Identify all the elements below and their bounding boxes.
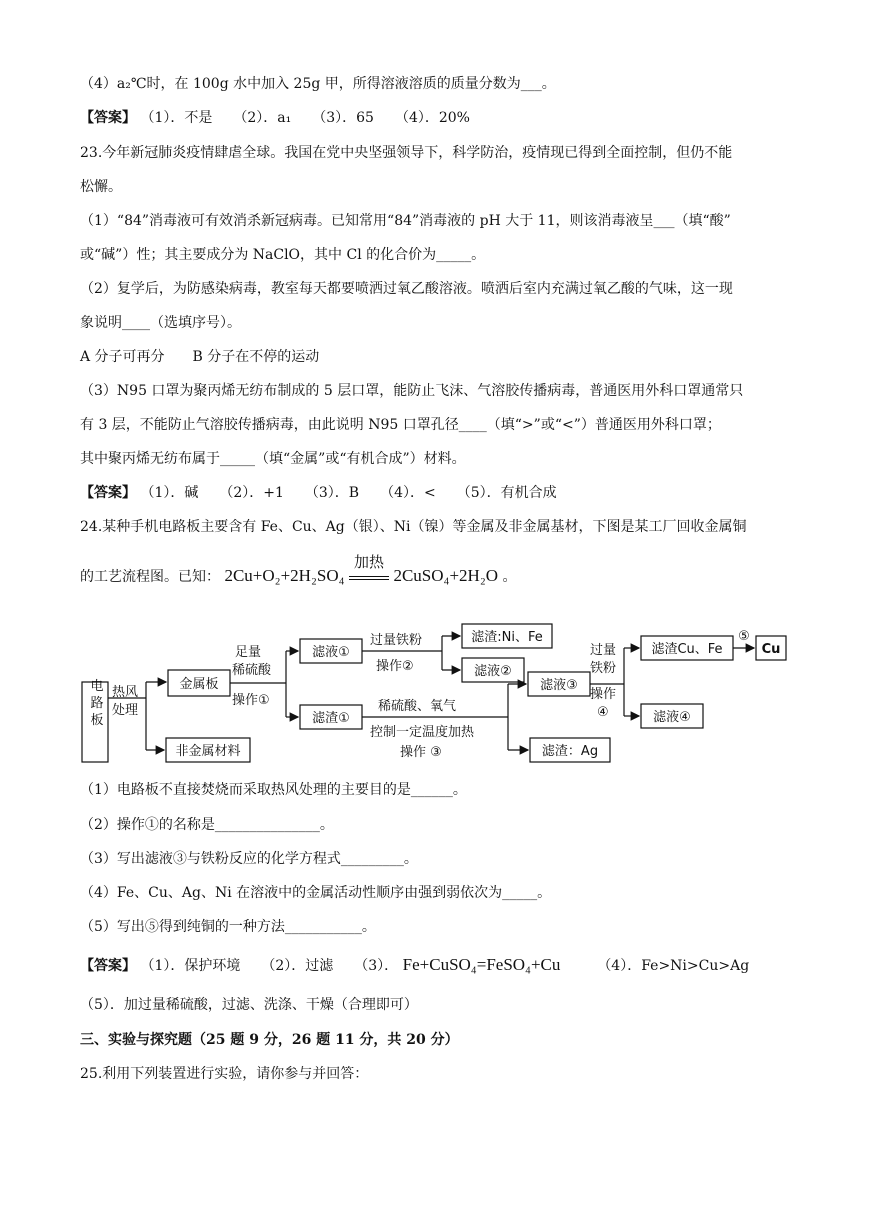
flow-acid-1: 足量 [235, 645, 262, 660]
answer-label: 【答案】 [80, 485, 136, 501]
q22-part4: （4）a₂℃时，在 100g 水中加入 25g 甲，所得溶液溶质的质量分数为___。 [80, 76, 556, 92]
answer-formula: Fe+CuSO₄=FeSO₄+Cu [402, 955, 561, 974]
q25-stem: 25.利用下列装置进行实验，请你参与并回答： [80, 1066, 369, 1082]
flow-chart [80, 618, 800, 773]
flow-hot-air-2: 处理 [112, 703, 139, 718]
q23-stem-line2: 松懈。 [80, 179, 122, 195]
flow-residue-ni-fe: 滤渣:Ni、Fe [471, 630, 543, 645]
flow-metal-plate: 金属板 [179, 677, 219, 692]
flow-iron2-4: ④ [597, 705, 609, 720]
flow-filtrate3: 滤液③ [540, 678, 578, 693]
flow-residue-cu-fe: 滤渣Cu、Fe [651, 642, 723, 657]
q23-options: A 分子可再分 B 分子在不停的运动 [80, 349, 320, 365]
q23-part1-line2: 或“碱”）性；其主要成分为 NaClO，其中 Cl 的化合价为_____。 [80, 247, 486, 263]
flow-residue-ag: 滤渣：Ag [541, 744, 599, 759]
flow-residue1: 滤渣① [312, 711, 350, 726]
answer-text-b: （4）．Fe>Ni>Cu>Ag [597, 958, 750, 974]
answer-text: （1）．不是 （2）．a₁ （3）．65 （4）．20% [140, 110, 470, 126]
flow-nonmetal: 非金属材料 [175, 744, 241, 759]
q23-answer [80, 483, 557, 503]
q24-stem-line2 [80, 553, 517, 587]
flow-acid-2: 稀硫酸 [232, 663, 272, 678]
condition-heat: 加热 [353, 553, 384, 571]
q22-answer [80, 108, 470, 128]
flow-oxy-2: 控制一定温度加热 [370, 725, 475, 740]
q23-part3-line1: （3）N95 口罩为聚丙烯无纺布制成的 5 层口罩，能防止飞沫、气溶胶传播病毒，普通医用外科口罩通常只 [80, 383, 744, 399]
q23-part1-line1: （1）“84”消毒液可有效消杀新冠病毒。已知常用“84”消毒液的 pH 大于 11，则该消毒液呈___（填“酸” [80, 213, 731, 229]
flow-acid-3: 操作① [232, 693, 270, 708]
q24-answer [80, 955, 749, 976]
flow-iron2-3: 操作 [590, 687, 617, 702]
equation-condition [349, 553, 389, 580]
flow-iron1-2: 操作② [376, 659, 414, 674]
equation-equals [349, 576, 389, 580]
q23-part2-line1: （2）复学后，为防感染病毒，教室每天都要喷洒过氧乙酸溶液。喷洒后室内充满过氧乙酸的气味，这一现 [80, 281, 733, 297]
flow-board-1: 电路板 [87, 678, 103, 730]
equation-right: 2CuSO₄+2H₂O [393, 566, 499, 585]
q23-part3-line2: 有 3 层，不能防止气溶胶传播病毒，由此说明 N95 口罩孔径____（填“>”或“<”）普通医用外科口罩； [80, 417, 721, 433]
flow-oxy-3: 操作 ③ [400, 745, 442, 760]
flow-iron1-1: 过量铁粉 [370, 633, 423, 648]
equation-end: 。 [502, 569, 517, 585]
answer-label: 【答案】 [80, 110, 136, 126]
q24-sub5: （5）写出⑤得到纯铜的一种方法___________。 [80, 919, 376, 935]
equation-left: 2Cu+O₂+2H₂SO₄ [224, 566, 345, 585]
q23-part2-line2: 象说明____（选填序号）。 [80, 315, 241, 331]
q24-sub3: （3）写出滤液③与铁粉反应的化学方程式_________。 [80, 851, 418, 867]
answer-text: （1）．碱 （2）．+1 （3）．B （4）．< （5）．有机合成 [140, 485, 557, 501]
flow-step5: ⑤ [738, 629, 750, 644]
answer-label: 【答案】 [80, 958, 136, 974]
flow-cu: Cu [761, 642, 781, 657]
q23-stem-line1: 23.今年新冠肺炎疫情肆虐全球。我国在党中央坚强领导下，科学防治，疫情现已得到全面控制，但仍不能 [80, 145, 733, 161]
flow-filtrate1: 滤液① [312, 645, 350, 660]
q24-sub4: （4）Fe、Cu、Ag、Ni 在溶液中的金属活动性顺序由强到弱依次为_____。 [80, 885, 552, 901]
flow-iron2-2: 铁粉 [590, 661, 617, 676]
answer-text-a: （1）．保护环境 （2）．过滤 （3）． [140, 958, 399, 974]
q24-sub2: （2）操作①的名称是_______________。 [80, 817, 334, 833]
q24-stem-line1: 24.某种手机电路板主要含有 Fe、Cu、Ag（银）、Ni（镍）等金属及非金属基材，下图是某工厂回收金属铜 [80, 519, 747, 535]
flow-hot-air-1: 热风 [112, 685, 139, 700]
flow-filtrate2: 滤液② [474, 664, 512, 679]
flow-oxy-1: 稀硫酸、氧气 [378, 699, 457, 714]
flow-filtrate4: 滤液④ [653, 710, 691, 725]
q24-sub1: （1）电路板不直接焚烧而采取热风处理的主要目的是______。 [80, 782, 467, 798]
q24-answer-c: （5）．加过量稀硫酸，过滤、洗涤、干燥（合理即可） [80, 997, 418, 1013]
flow-iron2-1: 过量 [590, 643, 617, 658]
section-title: 三、实验与探究题（25 题 9 分，26 题 11 分，共 20 分） [80, 1032, 459, 1048]
q23-part3-line3: 其中聚丙烯无纺布属于_____（填“金属”或“有机合成”）材料。 [80, 451, 466, 467]
q24-stem-prefix: 的工艺流程图。已知： [80, 569, 220, 585]
